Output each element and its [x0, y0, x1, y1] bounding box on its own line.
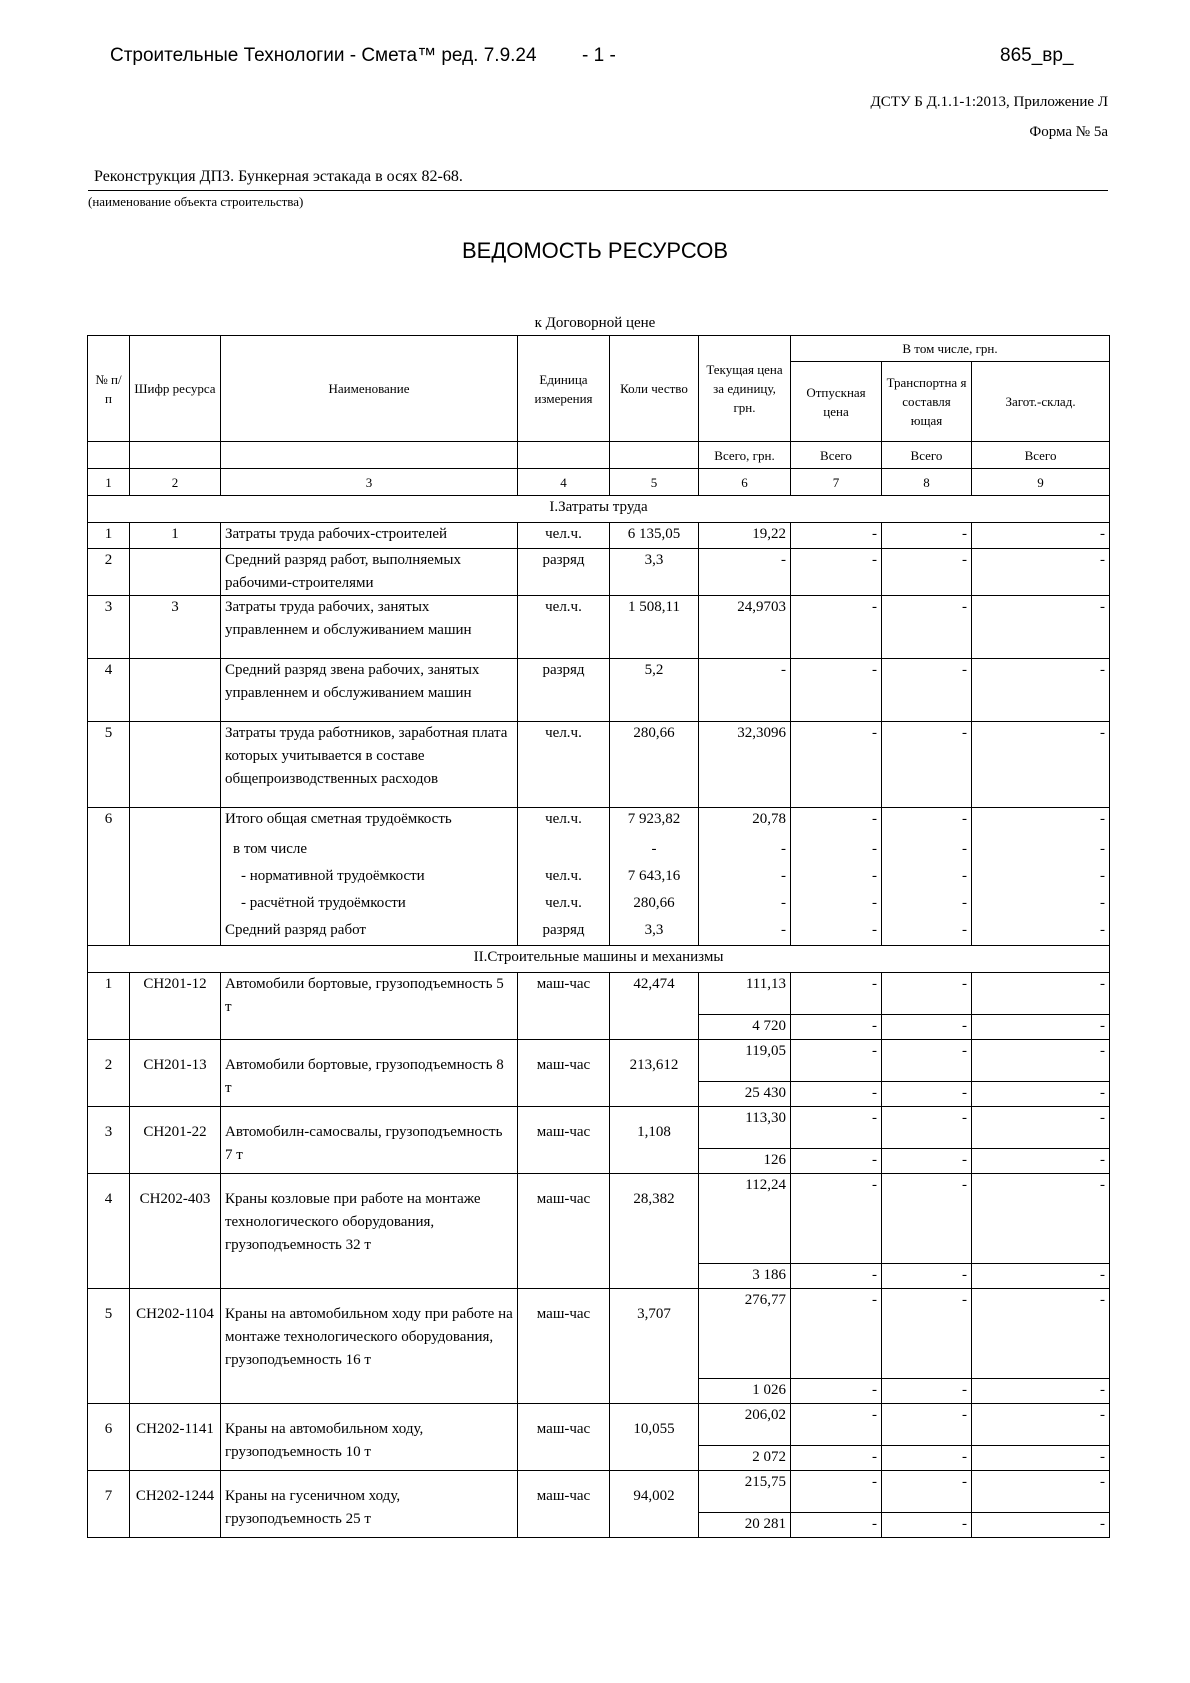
quantity: 10,055	[610, 1404, 699, 1471]
col-index-9: 9	[972, 469, 1110, 496]
release-total: -	[791, 1446, 882, 1471]
total-cost: 25 430	[699, 1082, 791, 1107]
release-total: -	[791, 1264, 882, 1289]
labor-total-row	[88, 838, 1110, 865]
storage-total: -	[972, 1015, 1110, 1040]
transport-cost: -	[882, 919, 972, 946]
release-total: -	[791, 1015, 882, 1040]
resource-name: Средний разряд звена рабочих, занятых управленнем и обслуживанием машин	[221, 659, 518, 722]
storage-total: -	[972, 1446, 1110, 1471]
resource-code	[130, 659, 221, 722]
labor-total-row	[88, 808, 1110, 838]
release-price: -	[791, 973, 882, 1015]
col-unit-header: Единица измерения	[518, 336, 610, 442]
transport-cost: -	[882, 1107, 972, 1149]
release-total: -	[791, 1379, 882, 1404]
resource-name: Затраты труда рабочих-строителей	[221, 523, 518, 549]
col-release-header: Отпускная цена	[791, 362, 882, 442]
unit: разряд	[518, 919, 610, 946]
transport-cost: -	[882, 973, 972, 1015]
row-number: 4	[88, 659, 130, 722]
document-subtitle: к Договорной цене	[534, 315, 656, 331]
col-total9-header: Всего	[972, 442, 1110, 469]
quantity: 3,3	[610, 919, 699, 946]
transport-cost: -	[882, 838, 972, 865]
col-total7-header: Всего	[791, 442, 882, 469]
quantity: 7 643,16	[610, 865, 699, 892]
storage-cost: -	[972, 1471, 1110, 1513]
quantity: 280,66	[610, 892, 699, 919]
row-number: 2	[88, 549, 130, 596]
unit-price: 206,02	[699, 1404, 791, 1446]
resource-code	[130, 892, 221, 919]
col-index-1: 1	[88, 469, 130, 496]
unit: чел.ч.	[518, 596, 610, 659]
col-code-header: Шифр ресурса	[130, 336, 221, 442]
transport-total: -	[882, 1082, 972, 1107]
resource-name: Краны на автомобильном ходу, грузоподъемность 10 т	[221, 1404, 518, 1471]
release-price: -	[791, 523, 882, 549]
release-price: -	[791, 892, 882, 919]
table-row	[88, 722, 1110, 808]
unit-price: -	[699, 549, 791, 596]
release-price: -	[791, 1107, 882, 1149]
section-heading-labor: I.Затраты труда	[88, 496, 1110, 523]
unit-price: 111,13	[699, 973, 791, 1015]
total-cost: 1 026	[699, 1379, 791, 1404]
storage-cost: -	[972, 1174, 1110, 1264]
resource-name: Средний разряд работ, выполняемых рабочими-строителями	[221, 549, 518, 596]
unit-price: 24,9703	[699, 596, 791, 659]
resource-table	[87, 335, 1110, 1538]
unit: разряд	[518, 549, 610, 596]
quantity: 1,108	[610, 1107, 699, 1174]
col-price-header: Текущая цена за единицу, грн.	[699, 336, 791, 442]
transport-cost: -	[882, 1174, 972, 1264]
quantity: 5,2	[610, 659, 699, 722]
table-row	[88, 659, 1110, 722]
page-number: - 1 -	[582, 45, 616, 66]
resource-name: в том числе	[221, 838, 518, 865]
quantity: 3,707	[610, 1289, 699, 1404]
quantity: 213,612	[610, 1040, 699, 1107]
unit-price: -	[699, 919, 791, 946]
row-number	[88, 892, 130, 919]
col-total8-header: Всего	[882, 442, 972, 469]
row-number	[88, 865, 130, 892]
resource-code: СН202-403	[130, 1174, 221, 1289]
unit-price: 215,75	[699, 1471, 791, 1513]
storage-cost: -	[972, 1289, 1110, 1379]
section-heading-machines: II.Строительные машины и механизмы	[88, 946, 1110, 973]
form-number: Форма № 5а	[1029, 124, 1108, 140]
resource-name: Краны на гусеничном ходу, грузоподъемность 25 т	[221, 1471, 518, 1538]
row-number: 3	[88, 596, 130, 659]
unit-price: -	[699, 838, 791, 865]
quantity: 7 923,82	[610, 808, 699, 838]
row-number: 4	[88, 1174, 130, 1289]
release-price: -	[791, 659, 882, 722]
unit-price: 276,77	[699, 1289, 791, 1379]
row-number: 6	[88, 808, 130, 838]
col-storage-header: Загот.-склад.	[972, 362, 1110, 442]
total-cost: 4 720	[699, 1015, 791, 1040]
release-price: -	[791, 838, 882, 865]
total-cost: 2 072	[699, 1446, 791, 1471]
quantity: -	[610, 838, 699, 865]
unit: чел.ч.	[518, 523, 610, 549]
resource-name: Автомобили бортовые, грузоподъемность 8 т	[221, 1040, 518, 1107]
object-name-underline	[88, 190, 1108, 191]
col-name-header: Наименование	[221, 336, 518, 442]
machine-row	[88, 1404, 1110, 1446]
table-row	[88, 523, 1110, 549]
object-caption: (наименование объекта строительства)	[88, 194, 304, 209]
unit-price: -	[699, 892, 791, 919]
table-row	[88, 596, 1110, 659]
resource-name: Затраты труда рабочих, занятых управленнем и обслуживанием машин	[221, 596, 518, 659]
storage-cost: -	[972, 523, 1110, 549]
unit: маш-час	[518, 1040, 610, 1107]
table-header	[88, 336, 1110, 496]
machine-row	[88, 1471, 1110, 1513]
row-number: 2	[88, 1040, 130, 1107]
row-number: 3	[88, 1107, 130, 1174]
transport-total: -	[882, 1446, 972, 1471]
resource-code: 1	[130, 523, 221, 549]
col-index-6: 6	[699, 469, 791, 496]
release-price: -	[791, 1471, 882, 1513]
transport-cost: -	[882, 659, 972, 722]
resource-code: СН201-12	[130, 973, 221, 1040]
release-price: -	[791, 1289, 882, 1379]
transport-cost: -	[882, 1040, 972, 1082]
resource-code	[130, 808, 221, 838]
col-total6-header: Всего, грн.	[699, 442, 791, 469]
resource-code	[130, 549, 221, 596]
col-qty-header: Коли чество	[610, 336, 699, 442]
col-num-header: № п/п	[88, 336, 130, 442]
unit: разряд	[518, 659, 610, 722]
unit-price: 119,05	[699, 1040, 791, 1082]
quantity: 6 135,05	[610, 523, 699, 549]
col-index-5: 5	[610, 469, 699, 496]
quantity: 94,002	[610, 1471, 699, 1538]
resource-code	[130, 865, 221, 892]
object-name: Реконструкция ДПЗ. Бункерная эстакада в осях 82-68.	[94, 168, 463, 185]
row-number	[88, 838, 130, 865]
labor-total-row	[88, 892, 1110, 919]
storage-cost: -	[972, 659, 1110, 722]
resource-code: СН201-13	[130, 1040, 221, 1107]
release-price: -	[791, 596, 882, 659]
resource-code	[130, 722, 221, 808]
unit-price: 19,22	[699, 523, 791, 549]
resource-code: СН202-1141	[130, 1404, 221, 1471]
release-total: -	[791, 1082, 882, 1107]
unit: маш-час	[518, 1471, 610, 1538]
col-transport-header: Транспортна я составля ющая	[882, 362, 972, 442]
unit: маш-час	[518, 973, 610, 1040]
quantity: 3,3	[610, 549, 699, 596]
storage-total: -	[972, 1513, 1110, 1538]
table-row	[88, 549, 1110, 596]
storage-total: -	[972, 1149, 1110, 1174]
resource-code	[130, 838, 221, 865]
quantity: 280,66	[610, 722, 699, 808]
transport-cost: -	[882, 596, 972, 659]
unit-price: 32,3096	[699, 722, 791, 808]
unit: маш-час	[518, 1289, 610, 1404]
storage-cost: -	[972, 549, 1110, 596]
unit: чел.ч.	[518, 865, 610, 892]
resource-name: Автомобилн-самосвалы, грузоподъемность 7 т	[221, 1107, 518, 1174]
storage-total: -	[972, 1082, 1110, 1107]
row-number: 6	[88, 1404, 130, 1471]
col-index-4: 4	[518, 469, 610, 496]
row-number: 7	[88, 1471, 130, 1538]
row-number: 5	[88, 722, 130, 808]
storage-cost: -	[972, 808, 1110, 838]
storage-cost: -	[972, 838, 1110, 865]
transport-cost: -	[882, 722, 972, 808]
unit-price: -	[699, 865, 791, 892]
resource-name: - расчётной трудоёмкости	[221, 892, 518, 919]
storage-cost: -	[972, 865, 1110, 892]
transport-cost: -	[882, 892, 972, 919]
resource-name: Краны на автомобильном ходу при работе на монтаже технологического оборудования, грузоподъемность 16 т	[221, 1289, 518, 1404]
transport-cost: -	[882, 1404, 972, 1446]
row-number: 5	[88, 1289, 130, 1404]
standard-reference: ДСТУ Б Д.1.1-1:2013, Приложение Л	[870, 94, 1108, 110]
resource-name: Краны козловые при работе на монтаже технологического оборудования, грузоподъемность 32 т	[221, 1174, 518, 1289]
unit-price: 20,78	[699, 808, 791, 838]
machine-row	[88, 1174, 1110, 1264]
release-price: -	[791, 549, 882, 596]
quantity: 42,474	[610, 973, 699, 1040]
program-header: Строительные Технологии - Смета™ ред. 7.9.24	[110, 45, 537, 66]
document-title: ВЕДОМОСТЬ РЕСУРСОВ	[461, 238, 729, 263]
unit: чел.ч.	[518, 722, 610, 808]
unit-price: -	[699, 659, 791, 722]
col-index-2: 2	[130, 469, 221, 496]
release-price: -	[791, 1040, 882, 1082]
resource-name: Автомобили бортовые, грузоподъемность 5 т	[221, 973, 518, 1040]
transport-total: -	[882, 1379, 972, 1404]
quantity: 28,382	[610, 1174, 699, 1289]
col-index-3: 3	[221, 469, 518, 496]
row-number	[88, 919, 130, 946]
transport-cost: -	[882, 808, 972, 838]
resource-code: СН201-22	[130, 1107, 221, 1174]
row-number: 1	[88, 973, 130, 1040]
storage-cost: -	[972, 973, 1110, 1015]
resource-code: СН202-1104	[130, 1289, 221, 1404]
transport-cost: -	[882, 549, 972, 596]
unit: маш-час	[518, 1404, 610, 1471]
machine-row	[88, 1289, 1110, 1379]
storage-cost: -	[972, 596, 1110, 659]
total-cost: 3 186	[699, 1264, 791, 1289]
resource-code: 3	[130, 596, 221, 659]
transport-total: -	[882, 1149, 972, 1174]
transport-cost: -	[882, 523, 972, 549]
storage-cost: -	[972, 1404, 1110, 1446]
unit: чел.ч.	[518, 808, 610, 838]
storage-cost: -	[972, 1040, 1110, 1082]
transport-total: -	[882, 1513, 972, 1538]
storage-total: -	[972, 1379, 1110, 1404]
unit-price: 113,30	[699, 1107, 791, 1149]
machine-row	[88, 973, 1110, 1015]
storage-cost: -	[972, 1107, 1110, 1149]
transport-total: -	[882, 1264, 972, 1289]
release-price: -	[791, 808, 882, 838]
release-price: -	[791, 865, 882, 892]
resource-code	[130, 919, 221, 946]
transport-cost: -	[882, 865, 972, 892]
labor-total-row	[88, 865, 1110, 892]
unit: маш-час	[518, 1107, 610, 1174]
resource-name: - нормативной трудоёмкости	[221, 865, 518, 892]
storage-cost: -	[972, 892, 1110, 919]
unit	[518, 838, 610, 865]
resource-name: Затраты труда работников, заработная плата которых учитывается в составе общепроизводственных расходов	[221, 722, 518, 808]
release-price: -	[791, 1174, 882, 1264]
release-price: -	[791, 722, 882, 808]
document-code: 865_вр_	[1000, 45, 1074, 66]
total-cost: 126	[699, 1149, 791, 1174]
quantity: 1 508,11	[610, 596, 699, 659]
unit: чел.ч.	[518, 892, 610, 919]
storage-cost: -	[972, 919, 1110, 946]
machine-row	[88, 1107, 1110, 1149]
labor-total-row	[88, 919, 1110, 946]
unit-price: 112,24	[699, 1174, 791, 1264]
col-index-8: 8	[882, 469, 972, 496]
table-body	[88, 496, 1110, 1538]
release-price: -	[791, 1404, 882, 1446]
col-incl-header: В том числе, грн.	[791, 336, 1110, 362]
release-price: -	[791, 919, 882, 946]
release-total: -	[791, 1513, 882, 1538]
transport-cost: -	[882, 1289, 972, 1379]
storage-cost: -	[972, 722, 1110, 808]
release-total: -	[791, 1149, 882, 1174]
transport-cost: -	[882, 1471, 972, 1513]
resource-name: Средний разряд работ	[221, 919, 518, 946]
resource-code: СН202-1244	[130, 1471, 221, 1538]
row-number: 1	[88, 523, 130, 549]
transport-total: -	[882, 1015, 972, 1040]
resource-name: Итого общая сметная трудоёмкость	[221, 808, 518, 838]
total-cost: 20 281	[699, 1513, 791, 1538]
machine-row	[88, 1040, 1110, 1082]
col-index-7: 7	[791, 469, 882, 496]
storage-total: -	[972, 1264, 1110, 1289]
unit: маш-час	[518, 1174, 610, 1289]
